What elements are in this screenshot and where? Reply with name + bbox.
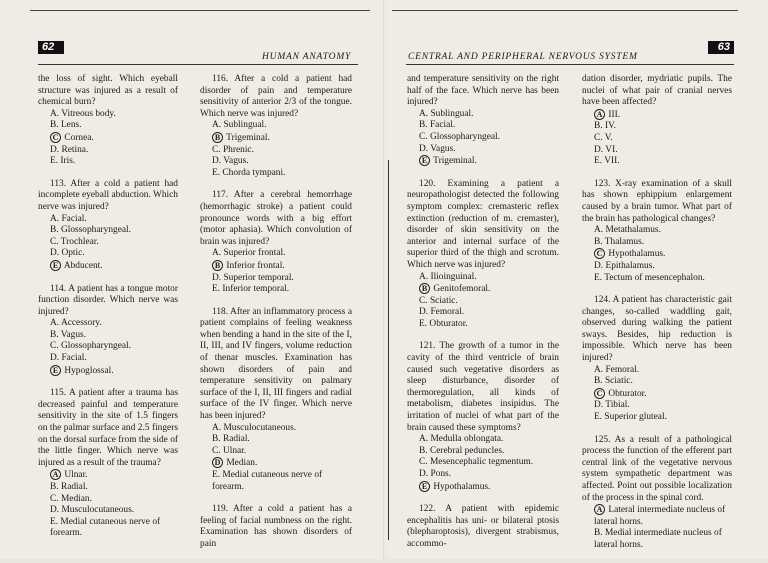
question-block: [407, 341, 559, 493]
circled-answer-mark: B: [419, 283, 430, 294]
question-block: [582, 295, 732, 424]
column-4: [582, 74, 732, 563]
answer-option: [582, 400, 732, 412]
answer-option: [407, 144, 559, 156]
running-header: CENTRAL AND PERIPHERAL NERVOUS SYSTEM: [408, 52, 638, 62]
option-letter: C.: [212, 445, 221, 456]
page-number: 62: [38, 41, 64, 54]
answer-option: [582, 225, 732, 237]
option-text: Obturator.: [427, 318, 468, 329]
answer-option: [582, 504, 732, 528]
circled-answer-mark: B: [212, 260, 223, 271]
option-text: Genitofemoral.: [431, 284, 491, 295]
option-text: Facial.: [427, 120, 456, 131]
option-letter: D.: [50, 353, 60, 364]
option-text: Tibial.: [603, 400, 630, 411]
left-page: [0, 0, 384, 559]
option-text: Medial cutaneous nerve of forearm.: [50, 516, 161, 539]
option-text: Vitreous body.: [59, 108, 116, 119]
circled-answer-mark: D: [212, 457, 223, 468]
option-letter: A.: [50, 108, 60, 119]
question-block: [38, 74, 178, 168]
answer-option: [38, 260, 178, 273]
question-text: and temperature sensitivity on the right half of the face. Which nerve has been injured?: [407, 74, 559, 108]
option-letter: A.: [212, 248, 222, 259]
option-letter: E.: [594, 272, 603, 283]
option-letter: B.: [594, 376, 603, 387]
option-text: Trochlear.: [58, 236, 99, 247]
question-block: [407, 179, 559, 331]
question-text: 125. As a result of a pathological process the function of the efferent part central link of the vegetative nervous system sympathetic department was affected. Point out possible localization of the process in the spinal cord.: [582, 434, 732, 503]
question-text: 124. A patient has characteristic gait changes, so-called waddling gait, observed during walking the patient sways. Besides, hip reduction is impossible. Which nerve has been injured?: [582, 295, 732, 364]
option-text: Median.: [58, 493, 92, 504]
top-rule: [30, 10, 370, 11]
option-text: Radial.: [220, 434, 250, 445]
column-3: [407, 74, 559, 562]
answer-option: [582, 528, 732, 551]
option-text: Trigeminal.: [431, 156, 477, 167]
answer-option: [407, 457, 559, 469]
answer-option: [582, 237, 732, 249]
option-text: Chorda tympani.: [220, 167, 286, 178]
question-text: 121. The growth of a tumor in the cavity of the third ventricle of brain caused such vegetative disorders as sleep disturbance, disorder of thermoregulation, all kinds of metabolism, diabetes insipidus. The irritation of nuclei of what part of the brain caused these symptoms?: [407, 341, 559, 433]
circled-answer-mark: C: [50, 132, 61, 143]
option-text: Iris.: [58, 156, 76, 167]
option-letter: E.: [594, 156, 603, 167]
answer-option: [582, 248, 732, 261]
question-block: [38, 388, 178, 540]
option-text: Medial cutaneous nerve of forearm.: [212, 470, 323, 492]
option-letter: E.: [212, 284, 221, 295]
answer-option: [200, 248, 352, 260]
option-letter: B.: [594, 236, 603, 247]
circled-answer-mark: E: [419, 155, 430, 166]
option-letter: A.: [212, 120, 222, 131]
option-text: Epithalamus.: [603, 260, 655, 271]
answer-option: [200, 145, 352, 157]
answer-option: [200, 156, 352, 168]
answer-option: [200, 284, 352, 296]
answer-option: [407, 434, 559, 446]
page-number: 63: [708, 41, 734, 54]
option-text: Vagus.: [221, 156, 249, 167]
option-letter: C.: [50, 493, 59, 504]
answer-option: [407, 296, 559, 308]
option-text: Ilioinguinal.: [428, 271, 477, 282]
option-text: Facial.: [59, 213, 87, 224]
answer-option: [200, 446, 352, 458]
option-text: Hypoglossal.: [62, 365, 114, 376]
option-text: Radial.: [58, 482, 88, 492]
answer-option: [582, 121, 732, 133]
option-text: Superior temporal.: [221, 272, 294, 283]
question-text: 117. After a cerebral hemorrhage (hemorrhagic stroke) a patient could pronounce words with a big effort (motor aphasia). Which convolution of brain was injured?: [200, 190, 352, 247]
option-text: Sciatic.: [427, 295, 458, 306]
answer-option: [200, 132, 352, 145]
option-letter: A.: [594, 364, 604, 375]
question-block: [200, 504, 352, 550]
option-text: Median.: [224, 458, 258, 469]
answer-option: [200, 260, 352, 273]
circled-answer-mark: A: [594, 109, 605, 120]
answer-option: [200, 120, 352, 132]
option-text: Tectum of mesencephalon.: [602, 272, 705, 283]
answer-option: [38, 120, 178, 132]
answer-option: [407, 446, 559, 458]
answer-option: [582, 376, 732, 388]
circled-answer-mark: A: [50, 469, 61, 480]
answer-option: [38, 225, 178, 237]
option-letter: B.: [212, 434, 221, 445]
option-text: Trigeminal.: [224, 132, 270, 143]
option-letter: B.: [50, 329, 59, 340]
option-letter: E.: [419, 318, 428, 329]
question-block: [407, 74, 559, 168]
option-letter: E.: [594, 412, 603, 423]
option-text: Musculocutaneous.: [59, 505, 135, 516]
option-letter: A.: [419, 108, 429, 119]
question-text: 116. After a cold a patient had disorder of pain and temperature sensitivity of anterior 2/3 of the tongue. Which nerve was injured?: [200, 74, 352, 119]
answer-option: [407, 109, 559, 121]
question-text: 114. A patient has a tongue motor function disorder. Which nerve was injured?: [38, 283, 178, 317]
answer-option: [407, 481, 559, 494]
circled-answer-mark: E: [419, 481, 430, 492]
option-text: Medial intermediate nucleus of lateral horns.: [594, 528, 722, 550]
circled-answer-mark: E: [50, 365, 61, 376]
answer-option: [200, 273, 352, 285]
option-letter: B.: [594, 528, 603, 539]
option-letter: D.: [419, 469, 429, 479]
option-text: Sciatic.: [602, 376, 633, 387]
answer-option: [407, 272, 559, 284]
option-letter: A.: [594, 225, 604, 236]
question-block: [200, 74, 352, 179]
option-text: Facial.: [59, 353, 87, 364]
option-letter: C.: [419, 295, 428, 306]
option-text: Glossopharyngeal.: [427, 131, 500, 142]
option-text: Cerebral peduncles.: [427, 445, 505, 456]
option-letter: A.: [419, 434, 429, 445]
option-letter: A.: [419, 271, 429, 282]
question-text: 115. A patient after a trauma has decreased painful and temperature sensitivity in the site of 1.5 fingers on the palmar surface and 2.5 fingers on the dorsal surface from the side of the little finger. Which nerve was injured as a result of the trauma?: [38, 388, 178, 468]
answer-option: [407, 319, 559, 331]
option-text: Vagus.: [58, 329, 87, 340]
header-rule: [38, 64, 358, 65]
answer-option: [38, 469, 178, 482]
column-1: [38, 74, 178, 551]
answer-option: [582, 273, 732, 285]
option-text: Superior gluteal.: [602, 412, 667, 423]
option-letter: D.: [594, 144, 604, 155]
option-text: Phrenic.: [220, 144, 254, 155]
option-letter: E.: [50, 156, 59, 167]
answer-option: [582, 109, 732, 122]
option-letter: B.: [50, 482, 59, 492]
option-text: VII.: [602, 156, 620, 167]
question-block: [582, 74, 732, 168]
option-letter: E.: [212, 470, 221, 480]
option-text: Vagus.: [428, 143, 456, 154]
option-letter: D.: [50, 248, 60, 259]
option-letter: D.: [419, 143, 429, 154]
option-text: Ulnar.: [62, 470, 88, 481]
gutter-line: [388, 160, 389, 540]
question-block: [38, 179, 178, 273]
question-block: [200, 190, 352, 295]
question-text: 113. After a cold a patient had incomplete eyeball abduction. Which nerve was injured?: [38, 178, 178, 212]
option-letter: C.: [50, 236, 59, 247]
option-letter: C.: [50, 341, 59, 352]
option-text: Ulnar.: [220, 445, 247, 456]
answer-option: [582, 156, 732, 168]
answer-option: [200, 168, 352, 180]
circled-answer-mark: A: [594, 504, 605, 515]
answer-option: [38, 109, 178, 121]
question-block: [582, 179, 732, 284]
option-letter: A.: [50, 318, 60, 329]
question-block: [582, 435, 732, 552]
option-letter: B.: [594, 121, 603, 132]
option-letter: C.: [419, 457, 428, 468]
option-letter: C.: [594, 132, 603, 143]
option-text: Hypothalamus.: [431, 481, 491, 492]
answer-option: [38, 505, 178, 517]
question-text: 118. After an inflammatory process a patient complains of feeling weakness when bending a hand in the site of the I, II, III, and IV fingers, volume reduction of thenar muscles. Examination has shown disorders of pain and temperature sensitivity on palmary surface of the I, II, III fingers and radial surface of the IV finger. Which nerve has been injured?: [200, 306, 352, 422]
answer-option: [200, 423, 352, 435]
option-text: Femoral.: [428, 307, 465, 318]
option-letter: D.: [212, 272, 222, 283]
option-text: V.: [602, 132, 613, 143]
option-letter: B.: [50, 120, 59, 131]
option-text: Retina.: [59, 144, 89, 155]
top-rule: [392, 10, 738, 11]
answer-option: [38, 341, 178, 353]
option-letter: C.: [419, 131, 428, 142]
option-letter: E.: [50, 516, 59, 527]
option-text: Optic.: [59, 248, 85, 259]
answer-option: [38, 482, 178, 494]
option-letter: D.: [594, 260, 604, 271]
answer-option: [582, 145, 732, 157]
option-text: VI.: [603, 144, 618, 155]
answer-option: [407, 120, 559, 132]
answer-option: [38, 330, 178, 342]
answer-option: [582, 388, 732, 401]
answer-option: [38, 494, 178, 506]
answer-option: [407, 155, 559, 168]
answer-option: [38, 145, 178, 157]
answer-option: [38, 318, 178, 330]
option-text: Inferior temporal.: [220, 284, 290, 295]
answer-option: [38, 132, 178, 145]
option-text: Femoral.: [603, 364, 640, 375]
option-letter: D.: [212, 156, 222, 167]
header-rule: [406, 64, 734, 65]
question-text: 123. X-ray examination of a skull has shown ephippium enlargement caused by a brain tumor. What part of the brain has pathological changes?: [582, 178, 732, 224]
answer-option: [38, 248, 178, 260]
answer-option: [38, 353, 178, 365]
option-text: Cornea.: [62, 132, 94, 143]
option-text: Sublingual.: [221, 120, 267, 131]
option-letter: A.: [212, 422, 222, 433]
answer-option: [407, 469, 559, 481]
option-text: Mesencephalic tegmentum.: [427, 457, 534, 468]
question-text: dation disorder, mydriatic pupils. The nuclei of what pair of cranial nerves have been affected?: [582, 74, 732, 108]
option-letter: A.: [50, 213, 60, 224]
option-letter: D.: [50, 505, 60, 516]
option-text: Medulla oblongata.: [428, 434, 504, 445]
answer-option: [38, 237, 178, 249]
option-text: Glossopharyngeal.: [58, 341, 131, 352]
option-text: Superior frontal.: [221, 248, 286, 259]
answer-option: [407, 283, 559, 296]
answer-option: [200, 470, 352, 493]
answer-option: [200, 434, 352, 446]
option-text: Lens.: [58, 120, 82, 131]
answer-option: [38, 214, 178, 226]
circled-answer-mark: E: [50, 260, 61, 271]
option-letter: B.: [419, 445, 428, 456]
question-block: [38, 284, 178, 378]
option-letter: B.: [419, 120, 428, 131]
option-text: Accessory.: [59, 318, 102, 329]
column-2: [200, 74, 352, 562]
circled-answer-mark: C: [594, 248, 605, 259]
question-text: 120. Examining a patient a neuropathologist detected the following symptom complex: cremasteric reflex extinction (reduction of m. cremaster), disorder of skin sensitivity on the anterior and internal surface of the superior third of the thigh and scrotum. Which nerve was injured?: [407, 178, 559, 270]
option-text: Obturator.: [606, 388, 647, 399]
option-letter: E.: [212, 167, 221, 178]
question-text: 122. A patient with epidemic encephalitis has uni- or bilateral ptosis (blephаroptosis), divergent strabismus, accommo-: [407, 504, 559, 549]
running-header: HUMAN ANATOMY: [262, 52, 352, 62]
question-block: [407, 504, 559, 550]
answer-option: [38, 517, 178, 540]
answer-option: [582, 412, 732, 424]
answer-option: [38, 156, 178, 168]
circled-answer-mark: B: [212, 132, 223, 143]
option-text: Musculocutaneous.: [221, 422, 297, 433]
option-text: III.: [606, 109, 621, 120]
option-letter: D.: [594, 400, 604, 411]
option-text: Inferior frontal.: [224, 260, 285, 271]
option-text: Lateral intermediate nucleus of lateral horns.: [594, 505, 726, 527]
answer-option: [582, 261, 732, 273]
option-letter: D.: [50, 144, 60, 155]
option-text: Hypothalamus.: [606, 249, 666, 260]
question-text: 119. After a cold a patient has a feeling of facial numbness on the right. Examination has shown disorders of pain: [200, 504, 352, 549]
circled-answer-mark: C: [594, 388, 605, 399]
option-text: Metathalamus.: [603, 225, 661, 236]
option-text: Glossopharyngeal.: [58, 225, 131, 236]
question-block: [200, 307, 352, 494]
option-letter: D.: [419, 307, 429, 318]
option-letter: B.: [50, 225, 59, 236]
option-text: IV.: [602, 121, 616, 132]
answer-option: [407, 132, 559, 144]
option-letter: C.: [212, 144, 221, 155]
option-text: Pons.: [428, 469, 452, 479]
option-text: Abducent.: [62, 260, 103, 271]
question-text: the loss of sight. Which eyeball structure was injured as a result of chemical burn?: [38, 74, 178, 108]
answer-option: [582, 133, 732, 145]
answer-option: [200, 457, 352, 470]
answer-option: [407, 307, 559, 319]
answer-option: [38, 365, 178, 378]
option-text: Sublingual.: [428, 108, 474, 119]
option-text: Thalamus.: [602, 236, 645, 247]
answer-option: [582, 365, 732, 377]
